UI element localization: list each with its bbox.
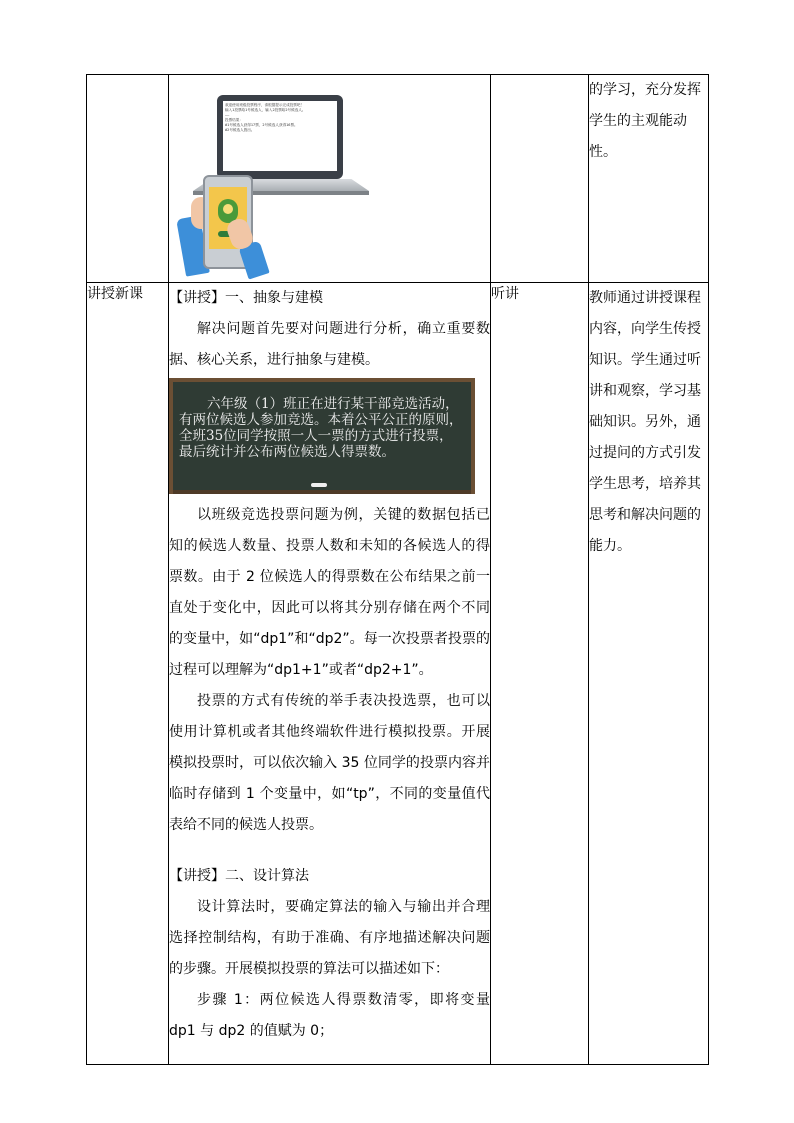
blackboard-line: 六年级（1）班正在进行某干部竞选活动，有两位候选人参加竞选。本着公平公正的原则，	[179, 396, 463, 428]
lesson-plan-table	[86, 74, 709, 1065]
student-activity-cell: 听讲	[491, 283, 589, 1065]
screen-line: 输入1投票给1号候选人，输入2投票给2号候选人。	[225, 108, 306, 112]
paragraph: 投票的方式有传统的举手表决投选票，也可以使用计算机或者其他终端软件进行模拟投票。开展模拟投票时，可以依次输入 35 位同学的投票内容并临时存储到 1 个变量中，如“tp”，不同的变量值代表给不同的候选人投票。	[169, 693, 490, 833]
stage-cell	[87, 75, 169, 283]
stage-cell: 讲授新课	[87, 283, 169, 1065]
section-title: 一、抽象与建模	[225, 290, 323, 306]
voting-app-illustration	[169, 75, 490, 279]
blackboard-image	[169, 378, 475, 494]
section-tag: 【讲授】	[169, 290, 225, 306]
content-cell	[169, 75, 491, 283]
blackboard-line: 全班35位同学按照一人一票的方式进行投票，最后统计并公布两位候选人得票数。	[179, 428, 453, 460]
screen-line: #1号候选人获得17票，2号候选人获得16票。	[225, 123, 298, 127]
laptop-screen-content	[223, 101, 337, 171]
screen-line: ——	[225, 113, 230, 117]
section-heading	[169, 861, 490, 892]
board-ledge	[173, 490, 471, 494]
blackboard-text	[179, 396, 465, 460]
student-activity-cell	[491, 75, 589, 283]
section-tag: 【讲授】	[169, 868, 225, 884]
screen-line: 欢迎使用班级投票程序，请根据提示完成投票吧！	[225, 103, 305, 107]
chalk-icon	[311, 483, 327, 487]
paragraph: 解决问题首先要对问题进行分析，确立重要数据、核心关系，进行抽象与建模。	[169, 321, 490, 368]
paragraph: 设计算法时，要确定算法的输入与输出并合理选择控制结构，有助于准确、有序地描述解决问题的步骤。开展模拟投票的算法可以描述如下：	[169, 899, 490, 977]
paragraph: 以班级竞选投票问题为例，关键的数据包括已知的候选人数量、投票人数和未知的各候选人的得票数。由于 2 位候选人的得票数在公布结果之前一直处于变化中，因此可以将其分别存储在两个不同的变量中，如“dp1”和“dp2”。每一次投票者投票的过程可以理解为“dp1+1”或者“dp2+1”。	[169, 507, 490, 678]
section-heading	[169, 283, 490, 314]
section-title: 二、设计算法	[225, 868, 309, 884]
screen-line: 投票结果：	[225, 118, 243, 122]
table-row	[87, 75, 709, 283]
design-intent-cell: 的学习，充分发挥学生的主观能动性。	[589, 75, 709, 283]
content-cell	[169, 283, 491, 1065]
table-row	[87, 283, 709, 1065]
laptop-icon	[217, 95, 343, 179]
paragraph: 步骤 1：两位候选人得票数清零，即将变量 dp1 与 dp2 的值赋为 0；	[169, 992, 490, 1039]
design-intent-cell: 教师通过讲授课程内容，向学生传授知识。学生通过听讲和观察，学习基础知识。另外，通过提问的方式引发学生思考，培养其思考和解决问题的能力。	[589, 283, 709, 1065]
screen-line: #2号候选人胜出。	[225, 128, 255, 132]
